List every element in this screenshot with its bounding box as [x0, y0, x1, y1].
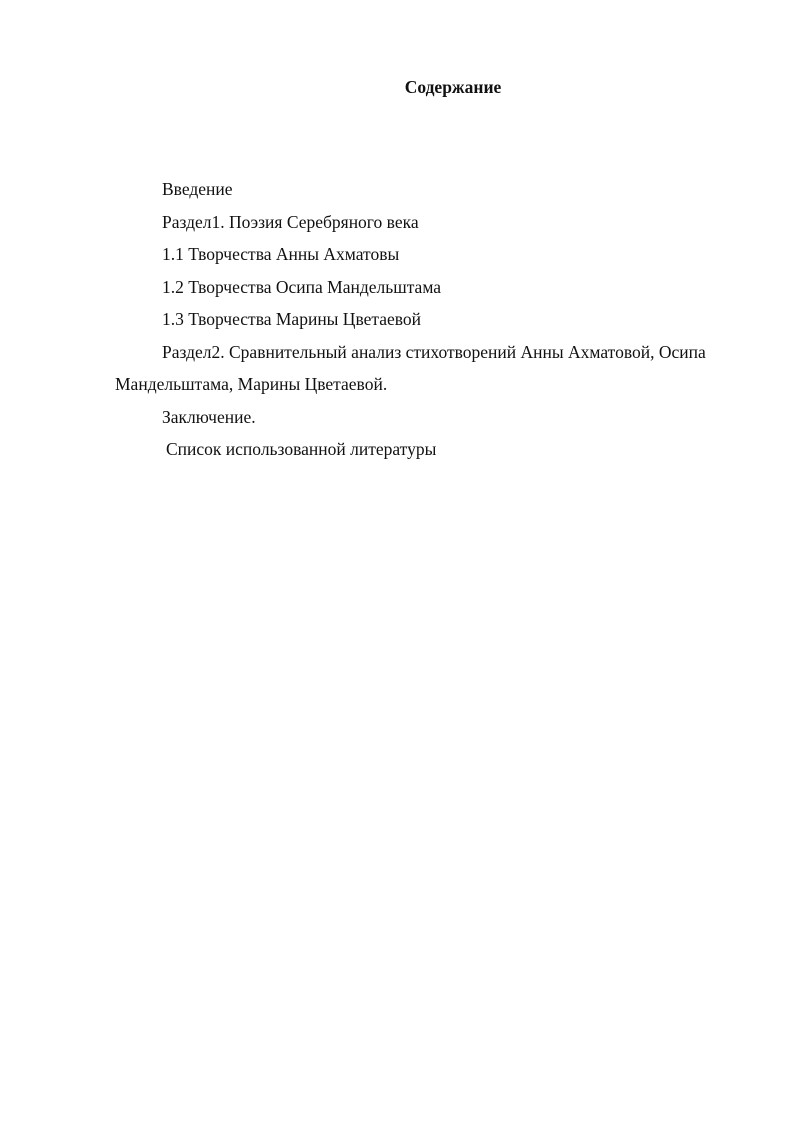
toc-item-introduction: Введение — [162, 179, 233, 199]
page-title: Содержание — [404, 77, 502, 97]
toc-item-1-2: 1.2 Творчества Осипа Мандельштама — [162, 276, 442, 297]
table-of-contents — [115, 173, 755, 466]
toc-item-1-3: 1.3 Творчества Марины Цветаевой — [162, 309, 422, 329]
toc-item-bibliography: Список использованной литературы — [166, 439, 437, 459]
toc-item-section-2: Раздел2. Сравнительный анализ стихотворений Анны Ахматовой, Осипа Мандельштама, Марины Цветаевой. — [115, 341, 706, 394]
toc-item-1-1: 1.1 Творчества Анны Ахматовы — [162, 244, 400, 264]
toc-item-conclusion: Заключение. — [162, 406, 256, 427]
toc-item-section-1: Раздел1. Поэзия Серебряного века — [162, 211, 419, 232]
